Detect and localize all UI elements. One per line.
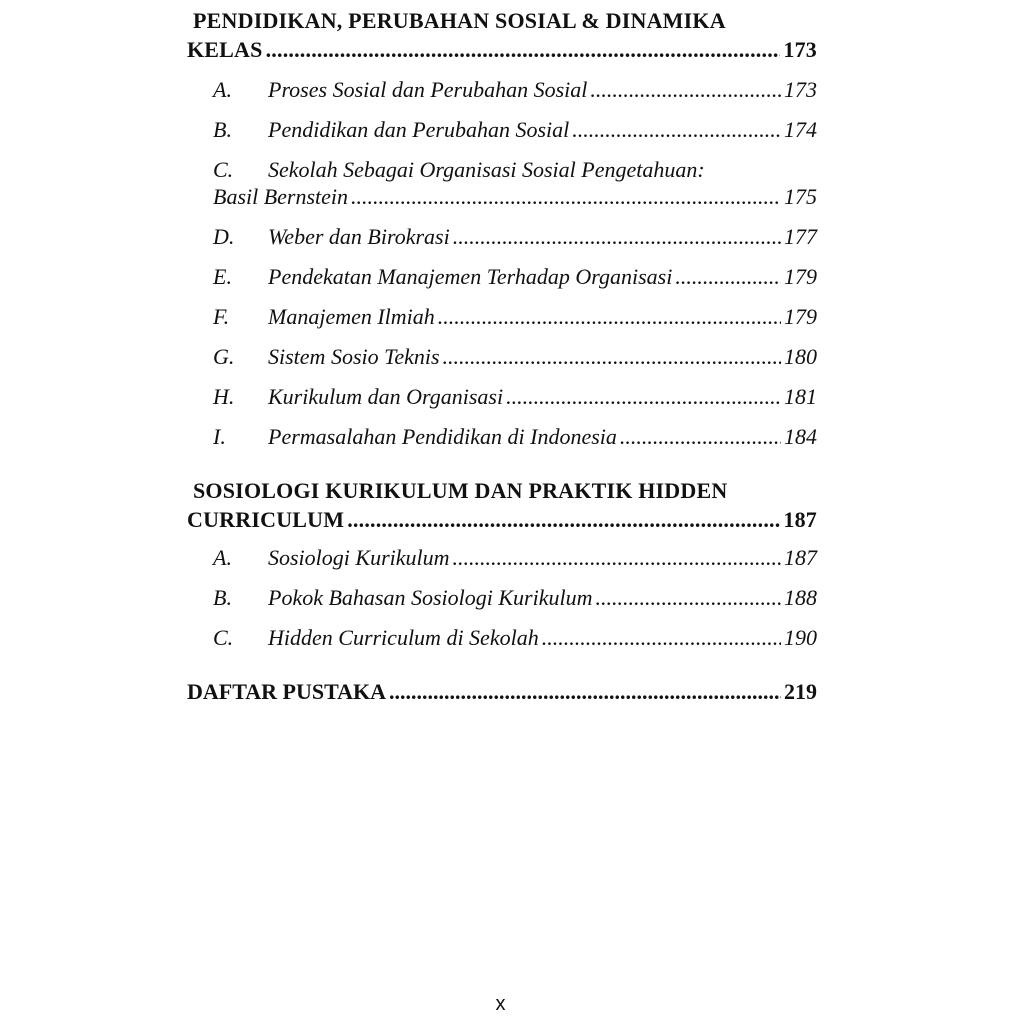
entry-page-number: 173	[784, 77, 817, 102]
entry-letter: B.	[213, 117, 232, 142]
entry-title: Sosiologi Kurikulum	[268, 545, 450, 570]
entry-page-number: 175	[784, 184, 817, 209]
entry-letter: C.	[213, 625, 234, 650]
bibliography-page-number: 219	[784, 679, 817, 704]
toc-entry	[187, 116, 817, 143]
chapter-title-row	[187, 505, 817, 534]
chapter-title-line2: CURRICULUM	[187, 507, 345, 532]
entry-page-number: 187	[784, 545, 817, 570]
entry-letter: F.	[213, 304, 230, 329]
dot-leader	[542, 624, 781, 651]
toc-entry	[187, 343, 817, 370]
entry-letter: A.	[213, 77, 232, 102]
entry-title: Permasalahan Pendidikan di Indonesia	[268, 424, 617, 449]
entry-page-number: 181	[784, 384, 817, 409]
entry-page-number: 177	[784, 224, 817, 249]
entry-page-number: 184	[784, 424, 817, 449]
entry-page-number: 179	[784, 264, 817, 289]
dot-leader	[453, 544, 781, 571]
entry-title: Pendidikan dan Perubahan Sosial	[268, 117, 570, 142]
entry-page-number: 180	[784, 344, 817, 369]
dot-leader	[590, 76, 781, 103]
bibliography-title: DAFTAR PUSTAKA	[187, 679, 387, 704]
toc-entry	[187, 303, 817, 330]
dot-leader	[438, 303, 781, 330]
dot-leader	[506, 383, 781, 410]
dot-leader	[351, 183, 781, 210]
entry-title-line1: Sekolah Sebagai Organisasi Sosial Pengetahuan:	[268, 157, 705, 182]
toc-entry	[187, 383, 817, 410]
entry-letter: C.	[213, 157, 234, 182]
chapter-title-line1: SOSIOLOGI KURIKULUM DAN PRAKTIK HIDDEN	[193, 478, 728, 503]
page-number-footer: x	[495, 993, 506, 1015]
entry-letter: E.	[213, 264, 232, 289]
entry-title: Hidden Curriculum di Sekolah	[268, 625, 539, 650]
table-of-contents	[187, 0, 817, 706]
dot-leader	[266, 35, 781, 64]
chapter-page-number: 187	[783, 507, 817, 532]
entry-page-number: 190	[784, 625, 817, 650]
chapter-page-number: 173	[783, 37, 817, 62]
dot-leader	[620, 423, 781, 450]
entry-page-number: 174	[784, 117, 817, 142]
dot-leader	[347, 505, 780, 534]
entry-title: Weber dan Birokrasi	[268, 224, 450, 249]
entry-letter: A.	[213, 545, 232, 570]
toc-entry	[187, 624, 817, 651]
bibliography-entry	[187, 677, 817, 706]
entry-title: Manajemen Ilmiah	[268, 304, 435, 329]
toc-entry	[187, 584, 817, 611]
toc-entry	[187, 544, 817, 571]
entry-letter: H.	[213, 384, 235, 409]
dot-leader	[595, 584, 781, 611]
dot-leader	[443, 343, 781, 370]
entry-title: Pendekatan Manajemen Terhadap Organisasi	[268, 264, 673, 289]
entry-title: Kurikulum dan Organisasi	[268, 384, 504, 409]
chapter-title-row	[187, 35, 817, 64]
toc-entry	[187, 263, 817, 290]
entry-title-line2: Basil Bernstein	[213, 184, 349, 209]
chapter-heading	[187, 476, 817, 534]
entry-title: Pokok Bahasan Sosiologi Kurikulum	[268, 585, 593, 610]
chapter-title-line2: KELAS	[187, 37, 263, 62]
dot-leader	[453, 223, 781, 250]
entry-letter: D.	[213, 224, 235, 249]
chapter-title-line1: PENDIDIKAN, PERUBAHAN SOSIAL & DINAMIKA	[193, 8, 726, 33]
entry-letter: G.	[213, 344, 235, 369]
entry-title: Proses Sosial dan Perubahan Sosial	[268, 77, 588, 102]
entry-page-number: 179	[784, 304, 817, 329]
dot-leader	[675, 263, 781, 290]
toc-entry	[187, 223, 817, 250]
toc-entry	[187, 156, 817, 210]
entry-letter: B.	[213, 585, 232, 610]
entry-page-number: 188	[784, 585, 817, 610]
entry-title: Sistem Sosio Teknis	[268, 344, 440, 369]
dot-leader	[572, 116, 781, 143]
toc-entry	[187, 76, 817, 103]
entry-letter: I.	[213, 424, 226, 449]
toc-entry	[187, 423, 817, 450]
chapter-heading	[187, 6, 817, 64]
dot-leader	[389, 677, 781, 706]
